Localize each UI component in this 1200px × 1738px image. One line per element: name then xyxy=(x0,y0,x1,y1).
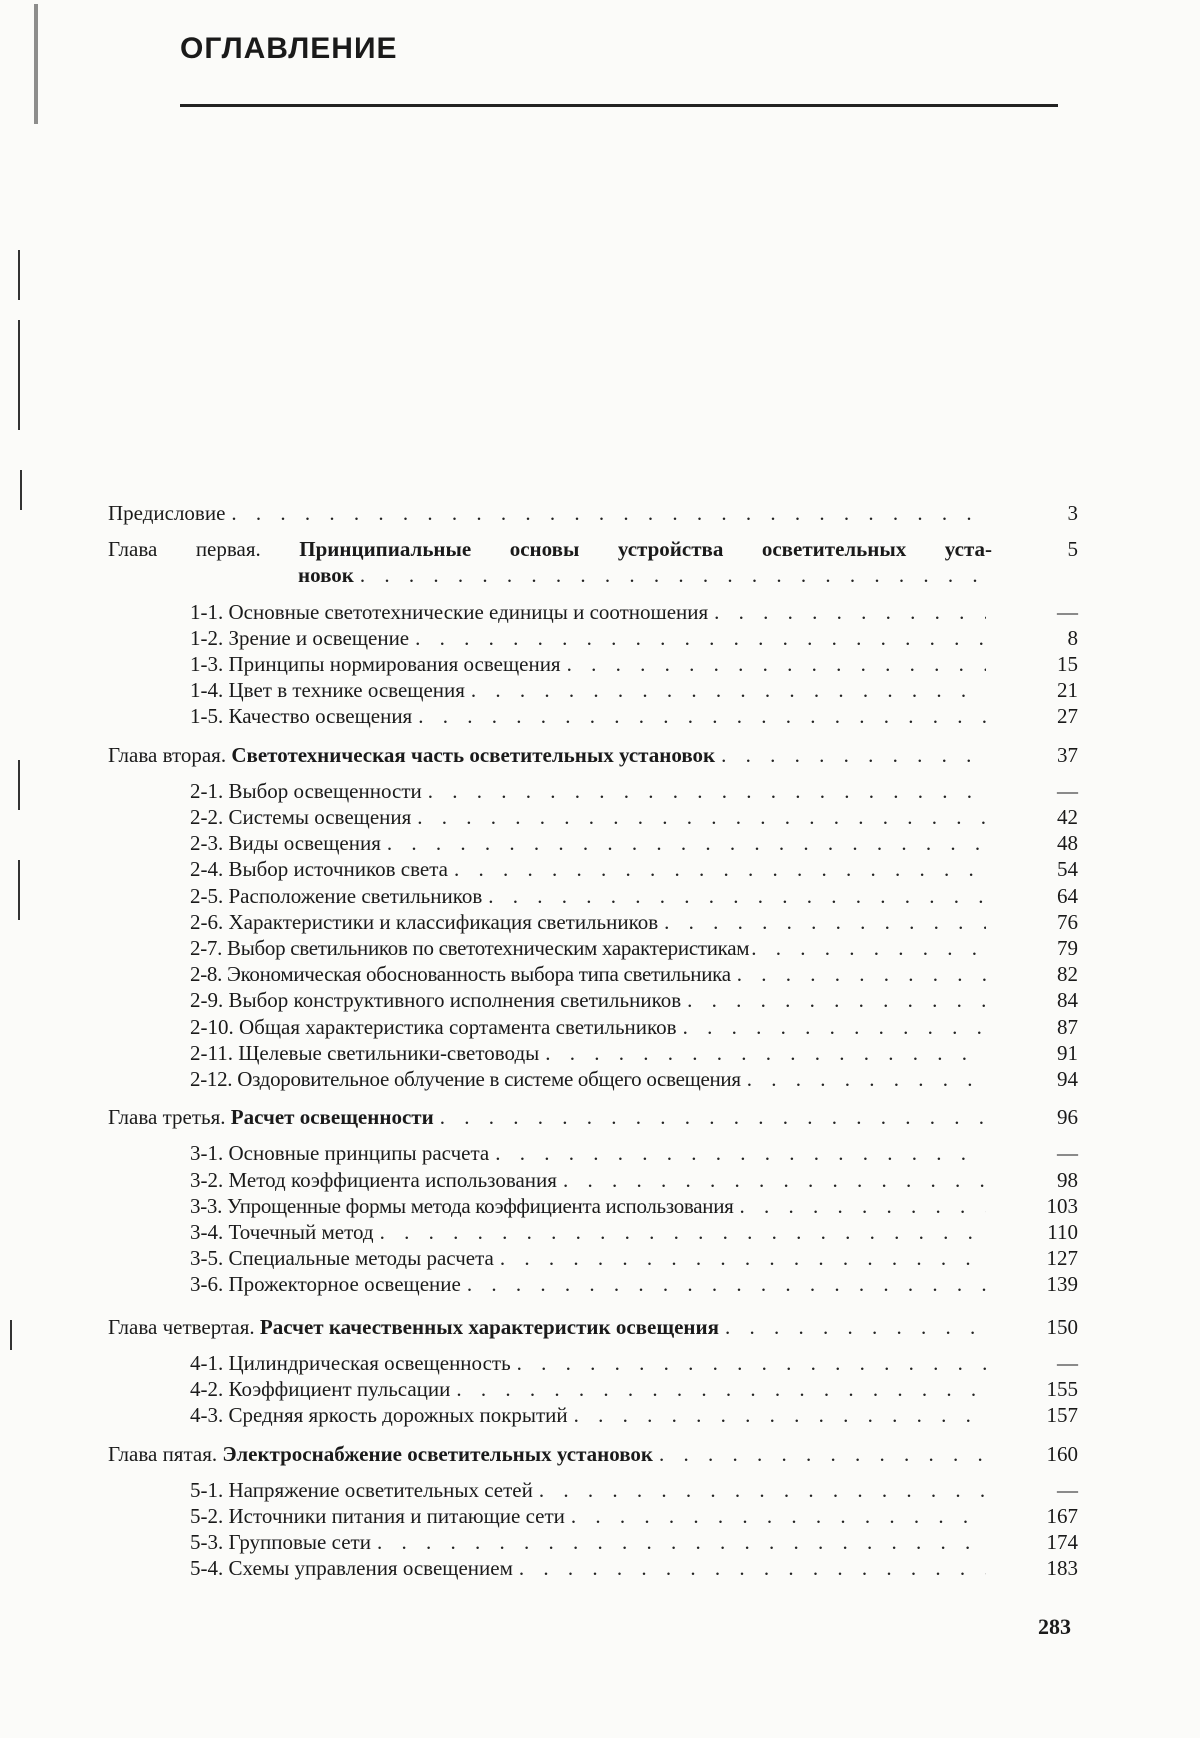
leader-dots xyxy=(517,1350,986,1376)
toc-section xyxy=(108,909,1078,935)
leader-dots xyxy=(687,987,986,1013)
section-title: Точечный метод xyxy=(228,1220,374,1245)
toc-section xyxy=(108,1477,1078,1503)
section-title: Основные светотехнические единицы и соотношения xyxy=(228,599,709,624)
leader-dots xyxy=(415,625,986,651)
leader-dots xyxy=(714,599,986,625)
leader-dots xyxy=(683,1014,986,1040)
page-number-folio: 283 xyxy=(1038,1614,1071,1639)
page-number: 155 xyxy=(1046,1377,1078,1402)
section-title: Системы освещения xyxy=(228,805,412,830)
toc-section xyxy=(108,804,1078,830)
leader-dots xyxy=(440,1104,986,1130)
toc-section xyxy=(108,961,1078,987)
section-title: Выбор конструктивного исполнения светильников xyxy=(228,988,682,1013)
page-number: 103 xyxy=(1046,1193,1078,1218)
toc-section xyxy=(108,1529,1078,1555)
section-number: 2-11. xyxy=(190,1040,233,1065)
chapter-heading xyxy=(108,1314,1078,1340)
toc-section xyxy=(108,1245,1078,1271)
page-number: 127 xyxy=(1046,1246,1078,1271)
page-number: 150 xyxy=(1046,1314,1078,1339)
toc-section xyxy=(108,599,1078,625)
section-title: Расположение светильников xyxy=(228,883,483,908)
toc-section xyxy=(108,987,1078,1013)
section-number: 3-4. xyxy=(190,1220,224,1245)
page-number: 160 xyxy=(1046,1441,1078,1466)
chapter-title-line: Принципиальные основы устройства осветительных уста- xyxy=(299,537,993,562)
toc-section xyxy=(108,1014,1078,1040)
leader-dots xyxy=(519,1555,986,1581)
page-number: 5 xyxy=(1067,537,1078,562)
chapter-title-continuation: новок xyxy=(298,563,354,588)
section-number: 2-6. xyxy=(190,909,224,934)
preface-label: Предисловие xyxy=(108,501,226,525)
toc-section xyxy=(108,856,1078,882)
page-number: 167 xyxy=(1046,1503,1078,1528)
section-title: Выбор светильников по светотехническим характеристикам xyxy=(227,936,750,961)
leader-dots xyxy=(428,778,986,804)
section-title: Цвет в технике освещения xyxy=(228,678,465,703)
chapter-title-line: Электроснабжение осветительных установок xyxy=(222,1441,654,1466)
section-number: 2-8. xyxy=(190,962,223,987)
chapter-prefix: Глава четвертая. xyxy=(108,1314,255,1339)
toc-section xyxy=(108,1402,1078,1428)
page-number: 21 xyxy=(1057,678,1078,703)
leader-dots xyxy=(454,856,986,882)
toc-section xyxy=(108,935,1078,961)
page-number: 3 xyxy=(1067,501,1078,525)
leader-dots xyxy=(467,1271,986,1297)
page-number: 87 xyxy=(1057,1014,1078,1039)
section-number: 5-1. xyxy=(190,1477,224,1502)
toc-section xyxy=(108,1040,1078,1066)
leader-dots xyxy=(495,1140,986,1166)
section-number: 1-5. xyxy=(190,704,224,729)
leader-dots xyxy=(471,677,986,703)
leader-dots xyxy=(456,1376,986,1402)
toc-section xyxy=(108,651,1078,677)
section-number: 3-1. xyxy=(190,1141,224,1166)
page-number: 82 xyxy=(1057,962,1078,987)
chapter-prefix: Глава вторая. xyxy=(108,742,227,767)
leader-dots xyxy=(500,1245,986,1271)
toc-section xyxy=(108,1219,1078,1245)
chapter-heading xyxy=(108,1441,1078,1467)
toc-section xyxy=(108,883,1078,909)
section-number: 2-10. xyxy=(190,1014,234,1039)
chapter-title-line: Расчет освещенности xyxy=(230,1105,434,1130)
section-number: 3-3. xyxy=(190,1193,223,1218)
chapter-prefix: Глава пятая. xyxy=(108,1441,218,1466)
chapter-title-line: Расчет качественных характеристик освещения xyxy=(259,1314,719,1339)
chapter-title xyxy=(108,536,992,562)
section-number: 2-7. xyxy=(190,936,223,961)
section-title: Цилиндрическая освещенность xyxy=(228,1350,511,1375)
section-number: 1-4. xyxy=(190,678,224,703)
chapter-prefix: Глава первая. xyxy=(108,537,261,562)
toc-section xyxy=(108,1140,1078,1166)
toc-section xyxy=(108,1350,1078,1376)
section-title: Выбор источников света xyxy=(228,857,448,882)
toc-section xyxy=(108,1503,1078,1529)
title-rule xyxy=(180,104,1058,107)
toc-section xyxy=(108,703,1078,729)
page-number: 27 xyxy=(1057,704,1078,729)
page-number: 42 xyxy=(1057,805,1078,830)
page-number: 157 xyxy=(1046,1403,1078,1428)
section-number: 2-9. xyxy=(190,988,224,1013)
page-number: 37 xyxy=(1057,742,1078,767)
leader-dots xyxy=(659,1441,986,1467)
toc-section xyxy=(108,1376,1078,1402)
toc-section xyxy=(108,1167,1078,1193)
section-title: Метод коэффициента использования xyxy=(228,1167,557,1192)
page-number: 98 xyxy=(1057,1167,1078,1192)
leader-dots xyxy=(725,1314,986,1340)
page-number: 183 xyxy=(1046,1556,1078,1581)
section-number: 2-2. xyxy=(190,805,224,830)
section-title: Специальные методы расчета xyxy=(228,1246,494,1271)
chapter-heading xyxy=(108,1104,1078,1130)
section-title: Коэффициент пульсации xyxy=(228,1377,451,1402)
chapter-heading xyxy=(108,536,1078,588)
section-title: Напряжение осветительных сетей xyxy=(228,1477,533,1502)
page-number: 76 xyxy=(1057,909,1078,934)
section-title: Групповые сети xyxy=(228,1530,371,1555)
page-number: 64 xyxy=(1057,883,1078,908)
section-title: Упрощенные формы метода коэффициента использования xyxy=(227,1193,734,1218)
section-number: 3-2. xyxy=(190,1167,224,1192)
toc-section xyxy=(108,677,1078,703)
section-number: 3-5. xyxy=(190,1246,224,1271)
section-title: Виды освещения xyxy=(228,831,381,856)
leader-dots xyxy=(488,883,986,909)
page-number: 174 xyxy=(1046,1530,1078,1555)
section-number: 1-2. xyxy=(190,625,224,650)
leader-dots xyxy=(387,830,986,856)
toc-section xyxy=(108,1555,1078,1581)
section-number: 4-3. xyxy=(190,1403,224,1428)
chapter-title-line: Светотехническая часть осветительных установок xyxy=(231,742,716,767)
section-number: 2-4. xyxy=(190,857,224,882)
section-title: Средняя яркость дорожных покрытий xyxy=(228,1403,568,1428)
section-number: 4-1. xyxy=(190,1350,224,1375)
section-title: Общая характеристика сортамента светильников xyxy=(239,1014,677,1039)
section-title: Зрение и освещение xyxy=(228,625,410,650)
section-title: Схемы управления освещением xyxy=(228,1556,513,1581)
leader-dots xyxy=(563,1167,986,1193)
leader-dots xyxy=(747,1066,986,1092)
page-number: 91 xyxy=(1057,1040,1078,1065)
page-number: 79 xyxy=(1057,936,1078,961)
section-number: 2-3. xyxy=(190,831,224,856)
leader-dots xyxy=(571,1503,986,1529)
section-title: Источники питания и питающие сети xyxy=(228,1503,565,1528)
leader-dots xyxy=(740,1193,986,1219)
leader-dots xyxy=(737,961,986,987)
page-number: 94 xyxy=(1057,1067,1078,1092)
page-number: — xyxy=(1057,599,1078,624)
section-number: 4-2. xyxy=(190,1377,224,1402)
section-number: 3-6. xyxy=(190,1272,224,1297)
section-title: Основные принципы расчета xyxy=(228,1141,490,1166)
section-title: Щелевые светильники-световоды xyxy=(238,1040,540,1065)
section-number: 5-3. xyxy=(190,1530,224,1555)
leader-dots xyxy=(721,742,986,768)
section-title: Характеристики и классификация светильников xyxy=(228,909,659,934)
chapter-prefix: Глава третья. xyxy=(108,1105,226,1130)
toc-section xyxy=(108,778,1078,804)
leader-dots xyxy=(751,935,990,961)
toc-section xyxy=(108,1066,1078,1092)
section-number: 1-1. xyxy=(190,599,224,624)
section-title: Оздоровительное облучение в системе общего освещения xyxy=(237,1067,741,1092)
section-number: 2-5. xyxy=(190,883,224,908)
page-number: — xyxy=(1057,778,1078,803)
page-number: 8 xyxy=(1067,625,1078,650)
page-number: 139 xyxy=(1046,1272,1078,1297)
page-number: 84 xyxy=(1057,988,1078,1013)
section-number: 1-3. xyxy=(190,652,224,677)
section-number: 5-2. xyxy=(190,1503,224,1528)
section-title: Принципы нормирования освещения xyxy=(228,652,561,677)
leader-dots xyxy=(377,1529,986,1555)
page-number: — xyxy=(1057,1350,1078,1375)
toc-section xyxy=(108,1271,1078,1297)
page-number: — xyxy=(1057,1141,1078,1166)
leader-dots xyxy=(360,562,986,588)
page-number: 54 xyxy=(1057,857,1078,882)
toc-entry-preface xyxy=(108,500,1078,526)
toc-section xyxy=(108,830,1078,856)
leader-dots xyxy=(380,1219,986,1245)
leader-dots xyxy=(574,1402,986,1428)
leader-dots xyxy=(231,500,986,526)
page-title: ОГЛАВЛЕНИЕ xyxy=(180,32,398,65)
page-number: 48 xyxy=(1057,831,1078,856)
toc-section xyxy=(108,625,1078,651)
section-number: 5-4. xyxy=(190,1556,224,1581)
page-number: — xyxy=(1057,1477,1078,1502)
page-number: 15 xyxy=(1057,652,1078,677)
leader-dots xyxy=(418,703,986,729)
leader-dots xyxy=(567,651,986,677)
page-number: 110 xyxy=(1047,1220,1078,1245)
scan-margin-marks xyxy=(0,0,60,1738)
leader-dots xyxy=(664,909,986,935)
chapter-heading xyxy=(108,742,1078,768)
toc-section xyxy=(108,1193,1078,1219)
section-number: 2-12. xyxy=(190,1067,233,1092)
section-title: Качество освещения xyxy=(228,704,413,729)
section-title: Выбор освещенности xyxy=(228,778,422,803)
leader-dots xyxy=(417,804,986,830)
page-number: 96 xyxy=(1057,1105,1078,1130)
section-number: 2-1. xyxy=(190,778,224,803)
leader-dots xyxy=(545,1040,986,1066)
section-title: Прожекторное освещение xyxy=(228,1272,461,1297)
section-title: Экономическая обоснованность выбора типа светильника xyxy=(227,962,731,987)
table-of-contents xyxy=(108,500,1078,1582)
leader-dots xyxy=(539,1477,986,1503)
